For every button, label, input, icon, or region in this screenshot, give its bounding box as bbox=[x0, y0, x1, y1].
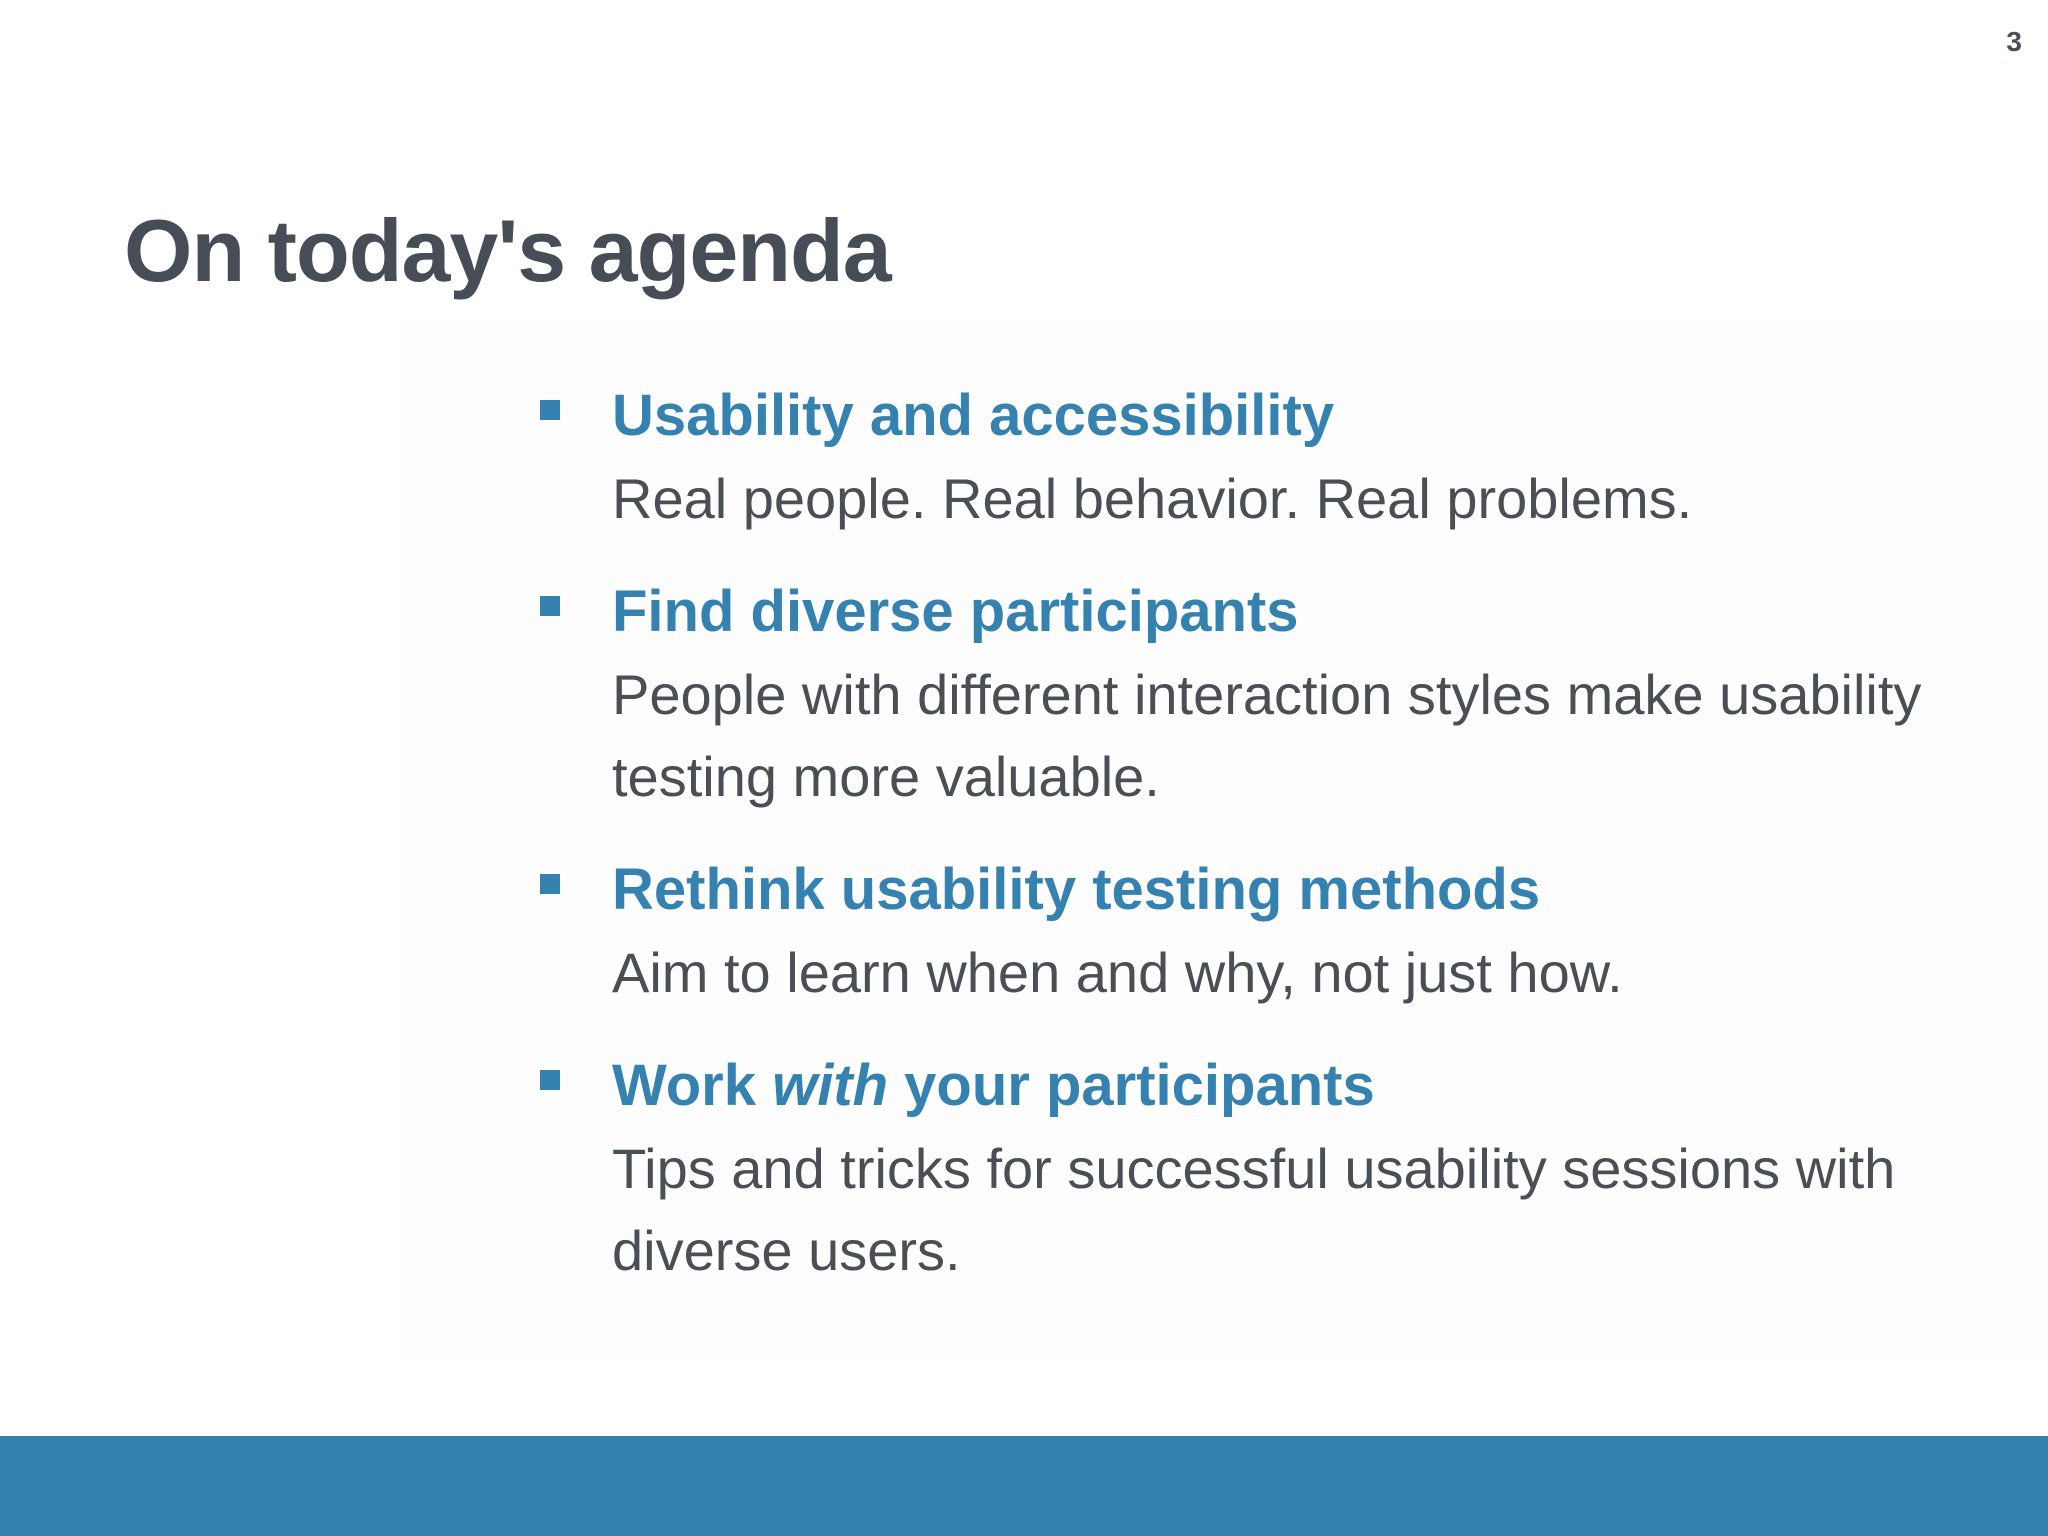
heading-text-before: Work bbox=[612, 1053, 773, 1118]
agenda-item-heading bbox=[612, 1044, 2000, 1128]
square-bullet-icon bbox=[540, 596, 560, 616]
agenda-item-methods bbox=[540, 848, 2000, 1014]
agenda-item-description: Real people. Real behavior. Real problems. bbox=[612, 467, 1693, 530]
square-bullet-icon bbox=[540, 400, 560, 420]
agenda-item-description: People with different interaction styles make usability testing more valuable. bbox=[612, 663, 1922, 808]
agenda-item-participants bbox=[540, 570, 2000, 818]
square-bullet-icon bbox=[540, 874, 560, 894]
heading-text-emphasis: with bbox=[772, 1053, 889, 1118]
agenda-item-heading: Rethink usability testing methods bbox=[612, 857, 1541, 922]
agenda-item-usability bbox=[540, 374, 2000, 540]
page-title: On today's agenda bbox=[124, 201, 891, 300]
agenda-item-description: Aim to learn when and why, not just how. bbox=[612, 941, 1623, 1004]
agenda-list bbox=[540, 374, 2000, 1322]
square-bullet-icon bbox=[540, 1070, 560, 1090]
heading-text-after: your participants bbox=[888, 1053, 1375, 1118]
slide-number: 3 bbox=[2006, 26, 2022, 57]
agenda-item-heading: Usability and accessibility bbox=[612, 383, 1335, 448]
agenda-item-heading: Find diverse participants bbox=[612, 579, 1299, 644]
agenda-item-description: Tips and tricks for successful usability sessions with diverse users. bbox=[612, 1137, 1896, 1282]
footer-bar bbox=[0, 1436, 2048, 1536]
agenda-item-work-with bbox=[540, 1044, 2000, 1292]
